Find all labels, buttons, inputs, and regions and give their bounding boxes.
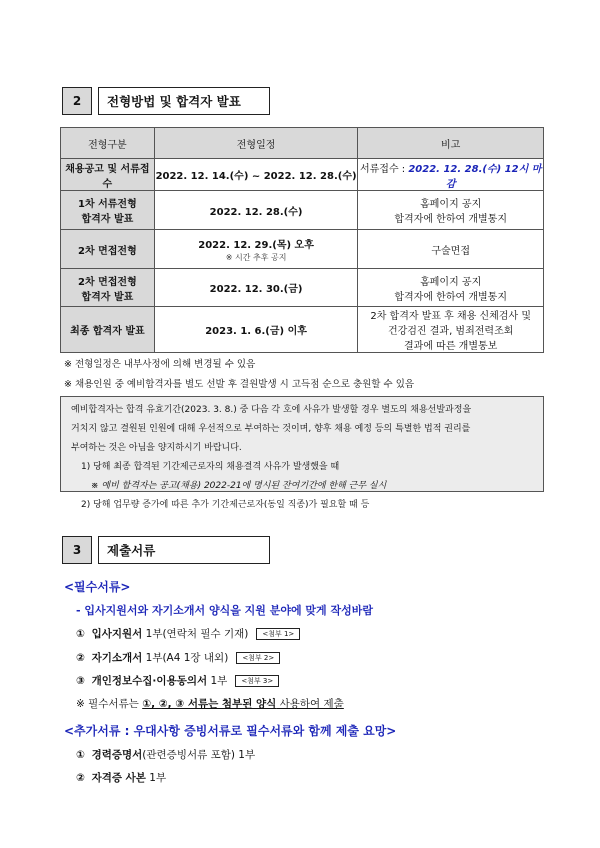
note-cell: [358, 307, 544, 353]
note-line: 홈페이지 공지: [420, 199, 482, 210]
item-detail: (관련증빙서류 포함) 1부: [142, 749, 256, 761]
header-stage: 전형구분: [61, 128, 155, 159]
table-row: [61, 269, 544, 307]
note-line: 건강검진 결과, 범죄전력조회: [387, 326, 514, 337]
schedule-note: ※ 전형일정은 내부사정에 의해 변경될 수 있음: [64, 359, 256, 370]
stage-cell: 채용공고 및 서류접수: [61, 159, 155, 191]
stage-line: 2차 면접전형: [78, 276, 137, 288]
note-prefix: 서류접수 :: [359, 163, 409, 175]
stage-line: 1차 서류전형: [78, 199, 137, 210]
date-subnote: ※ 시간 추후 공지: [225, 252, 287, 262]
note-line: 합격자에 한하여 개별통지: [394, 214, 507, 225]
box-item: 2) 당해 업무량 증가에 따른 추가 기간제근로자(동일 직종)가 필요할 때 등: [81, 500, 370, 510]
required-note: [76, 696, 344, 711]
attachment-tag: <첨부 1>: [256, 628, 300, 640]
note-line: 2차 합격자 발표 후 채용 신체검사 및: [370, 311, 532, 322]
additional-item-1: [76, 747, 255, 762]
section-title: 전형방법 및 합격자 발표: [98, 87, 270, 115]
date-cell: 2022. 12. 28.(수): [154, 191, 358, 230]
header-note: 비고: [358, 128, 544, 159]
box-line: 거치지 않고 결원된 인원에 대해 우선적으로 부여하는 것이며, 향후 채용 예정 등의 특별한 법적 권리를: [71, 424, 471, 434]
note-cell: [358, 191, 544, 230]
note-line: 합격자에 한하여 개별통지: [394, 291, 507, 303]
item-name: 자기소개서: [91, 652, 143, 664]
date-cell: 2023. 1. 6.(금) 이후: [154, 307, 358, 353]
date-cell: [154, 230, 358, 269]
stage-cell: 2차 면접전형: [61, 230, 155, 269]
date-text: 2022. 12. 29.(목) 오후: [198, 239, 314, 251]
table-row: [61, 191, 544, 230]
stage-cell: 최종 합격자 발표: [61, 307, 155, 353]
reserve-note: ※ 채용인원 중 예비합격자를 별도 선발 후 결원발생 시 고득점 순으로 충원할 수 있음: [64, 379, 415, 390]
section-title: 제출서류: [98, 536, 270, 564]
item-detail: 1부(연락처 필수 기재): [142, 628, 249, 640]
item-detail: 1부(A4 1장 내외): [142, 652, 229, 664]
additional-heading: <추가서류 : 우대사항 증빙서류로 필수서류와 함께 제출 요망>: [64, 724, 397, 738]
item-number: ②: [76, 772, 85, 784]
note-line: 홈페이지 공지: [420, 276, 482, 288]
section-number: 3: [62, 536, 92, 564]
required-item-3: [76, 673, 279, 688]
attachment-tag: <첨부 3>: [235, 675, 279, 687]
item-name: 경력증명서: [91, 749, 143, 761]
stage-line: 합격자 발표: [81, 214, 134, 225]
item-detail: 1부: [207, 675, 228, 687]
note-cell: [358, 269, 544, 307]
note-suffix: 사용하여 제출: [276, 698, 344, 710]
date-cell: 2022. 12. 30.(금): [154, 269, 358, 307]
required-instruction: - 입사지원서와 자기소개서 양식을 지원 분야에 맞게 작성바람: [76, 604, 374, 617]
note-emphasis: ①, ②, ③ 서류는 첨부된 양식: [142, 698, 277, 710]
section-number: 2: [62, 87, 92, 115]
box-line: 부여하는 것은 아님을 양지하시기 바랍니다.: [71, 443, 242, 453]
item-number: ②: [76, 652, 85, 664]
box-item: 1) 당해 최종 합격된 기간제근로자의 채용결격 사유가 발생했을 때: [81, 462, 340, 472]
table-row: [61, 230, 544, 269]
table-header-row: [61, 128, 544, 159]
item-number: ①: [76, 628, 85, 640]
section-2-header: [62, 87, 270, 115]
note-cell: 구술면접: [358, 230, 544, 269]
date-cell: 2022. 12. 14.(수) ~ 2022. 12. 28.(수): [154, 159, 358, 191]
item-number: ①: [76, 749, 85, 761]
item-name: 입사지원서: [91, 628, 143, 640]
attachment-tag: <첨부 2>: [236, 652, 280, 664]
table-row: [61, 159, 544, 191]
note-line: 결과에 따른 개별통보: [404, 341, 498, 352]
header-date: 전형일정: [154, 128, 358, 159]
note-cell: [358, 159, 544, 191]
section-3-header: [62, 536, 270, 564]
box-line: 예비합격자는 합격 유효기간(2023. 3. 8.) 중 다음 각 호에 사유가 발생할 경우 별도의 채용선발과정을: [71, 405, 472, 415]
stage-line: 합격자 발표: [81, 291, 134, 303]
stage-cell: [61, 269, 155, 307]
box-item-note: ※ 예비 합격자는 공고(채용) 2022-21에 명시된 잔여기간에 한해 근무 실시: [91, 481, 387, 491]
note-prefix: ※ 필수서류는: [76, 698, 143, 710]
schedule-table: [60, 127, 544, 353]
reserve-info-box: [60, 396, 544, 510]
item-number: ③: [76, 675, 85, 687]
item-detail: 1부: [145, 772, 167, 784]
additional-item-2: [76, 770, 166, 785]
table-row: [61, 307, 544, 353]
required-heading: <필수서류>: [64, 580, 131, 594]
required-item-2: [76, 650, 280, 665]
deadline-text: 2022. 12. 28.(수) 12시 마감: [408, 163, 542, 190]
item-name: 자격증 사본: [91, 772, 146, 784]
item-name: 개인정보수집·이용동의서: [91, 675, 208, 687]
stage-cell: [61, 191, 155, 230]
required-item-1: [76, 626, 300, 641]
